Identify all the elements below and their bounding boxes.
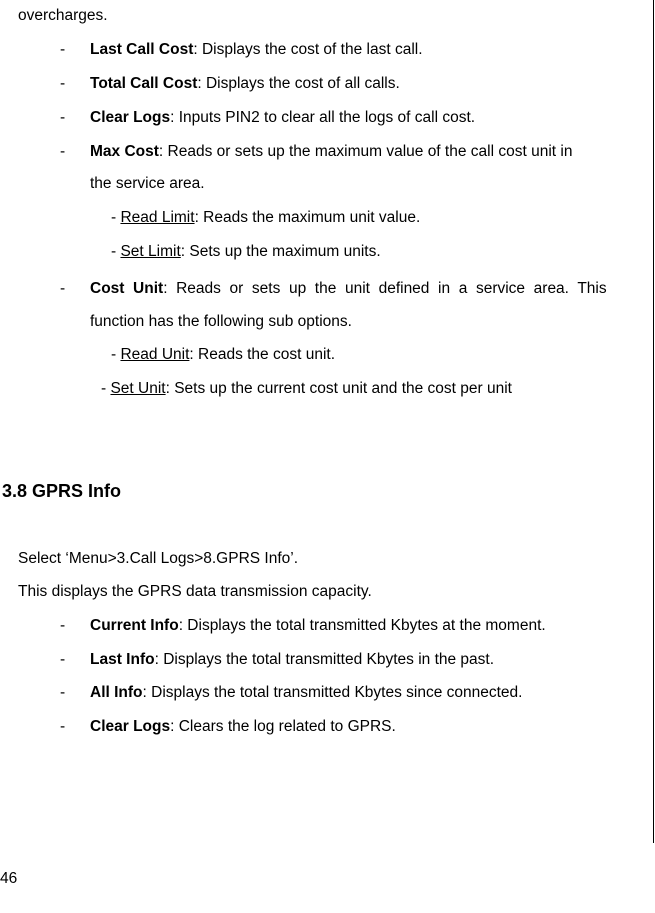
sub-desc: : Reads the maximum unit value. bbox=[194, 209, 421, 226]
intro-fragment: overcharges. bbox=[18, 7, 108, 24]
item-term: Cost Unit bbox=[90, 280, 164, 297]
sub-desc: : Sets up the maximum units. bbox=[180, 243, 381, 260]
list-dash: - bbox=[60, 41, 66, 58]
item-term: Clear Logs bbox=[90, 109, 171, 126]
item-desc-continued: the service area. bbox=[90, 175, 205, 192]
item-desc: : Displays the cost of the last call. bbox=[193, 41, 423, 58]
list-dash: - bbox=[60, 280, 66, 297]
item-desc: : Displays the cost of all calls. bbox=[197, 75, 400, 92]
sub-item-read-unit bbox=[111, 345, 335, 365]
item-term: Total Call Cost bbox=[90, 75, 198, 92]
list-dash: - bbox=[60, 75, 66, 92]
sub-term: Read Limit bbox=[120, 209, 195, 226]
list-dash: - bbox=[60, 651, 66, 668]
sub-term: Set Limit bbox=[120, 243, 181, 260]
item-term: Clear Logs bbox=[90, 718, 171, 735]
sub-item-set-limit bbox=[111, 242, 381, 262]
page-number: 46 bbox=[0, 870, 18, 887]
item-desc: : Displays the total transmitted Kbytes since connected. bbox=[142, 684, 523, 701]
item-term: All Info bbox=[90, 684, 143, 701]
list-dash: - bbox=[60, 617, 66, 634]
item-desc: : Reads or sets up the maximum value of the call cost unit in bbox=[158, 143, 573, 160]
list-dash: - bbox=[60, 684, 66, 701]
section-description: This displays the GPRS data transmission capacity. bbox=[18, 583, 372, 600]
sub-dash: - bbox=[111, 243, 121, 260]
page-right-border bbox=[653, 0, 654, 843]
item-term: Last Call Cost bbox=[90, 41, 194, 58]
sub-dash: - bbox=[111, 209, 121, 226]
sub-item-set-unit bbox=[101, 379, 512, 399]
item-desc: : Displays the total transmitted Kbytes in the past. bbox=[154, 651, 495, 668]
list-dash: - bbox=[60, 109, 66, 126]
section-heading: 3.8 GPRS Info bbox=[2, 481, 122, 501]
sub-dash: - bbox=[101, 380, 111, 397]
sub-term: Read Unit bbox=[120, 346, 190, 363]
item-term: Current Info bbox=[90, 617, 179, 634]
sub-dash: - bbox=[111, 346, 121, 363]
sub-desc: : Reads the cost unit. bbox=[189, 346, 336, 363]
item-desc: : Inputs PIN2 to clear all the logs of call cost. bbox=[170, 109, 476, 126]
item-desc: : Displays the total transmitted Kbytes at the moment. bbox=[178, 617, 546, 634]
item-desc: : Clears the log related to GPRS. bbox=[170, 718, 396, 735]
item-term: Max Cost bbox=[90, 143, 159, 160]
sub-desc: : Sets up the current cost unit and the cost per unit bbox=[165, 380, 512, 397]
sub-item-read-limit bbox=[111, 208, 420, 228]
list-dash: - bbox=[60, 718, 66, 735]
item-desc-continued: function has the following sub options. bbox=[90, 313, 352, 330]
select-instruction: Select ‘Menu>3.Call Logs>8.GPRS Info’. bbox=[18, 550, 299, 567]
item-desc: : Reads or sets up the unit defined in a service area. This bbox=[163, 280, 607, 297]
sub-term: Set Unit bbox=[110, 380, 166, 397]
item-term: Last Info bbox=[90, 651, 155, 668]
list-dash: - bbox=[60, 143, 66, 160]
